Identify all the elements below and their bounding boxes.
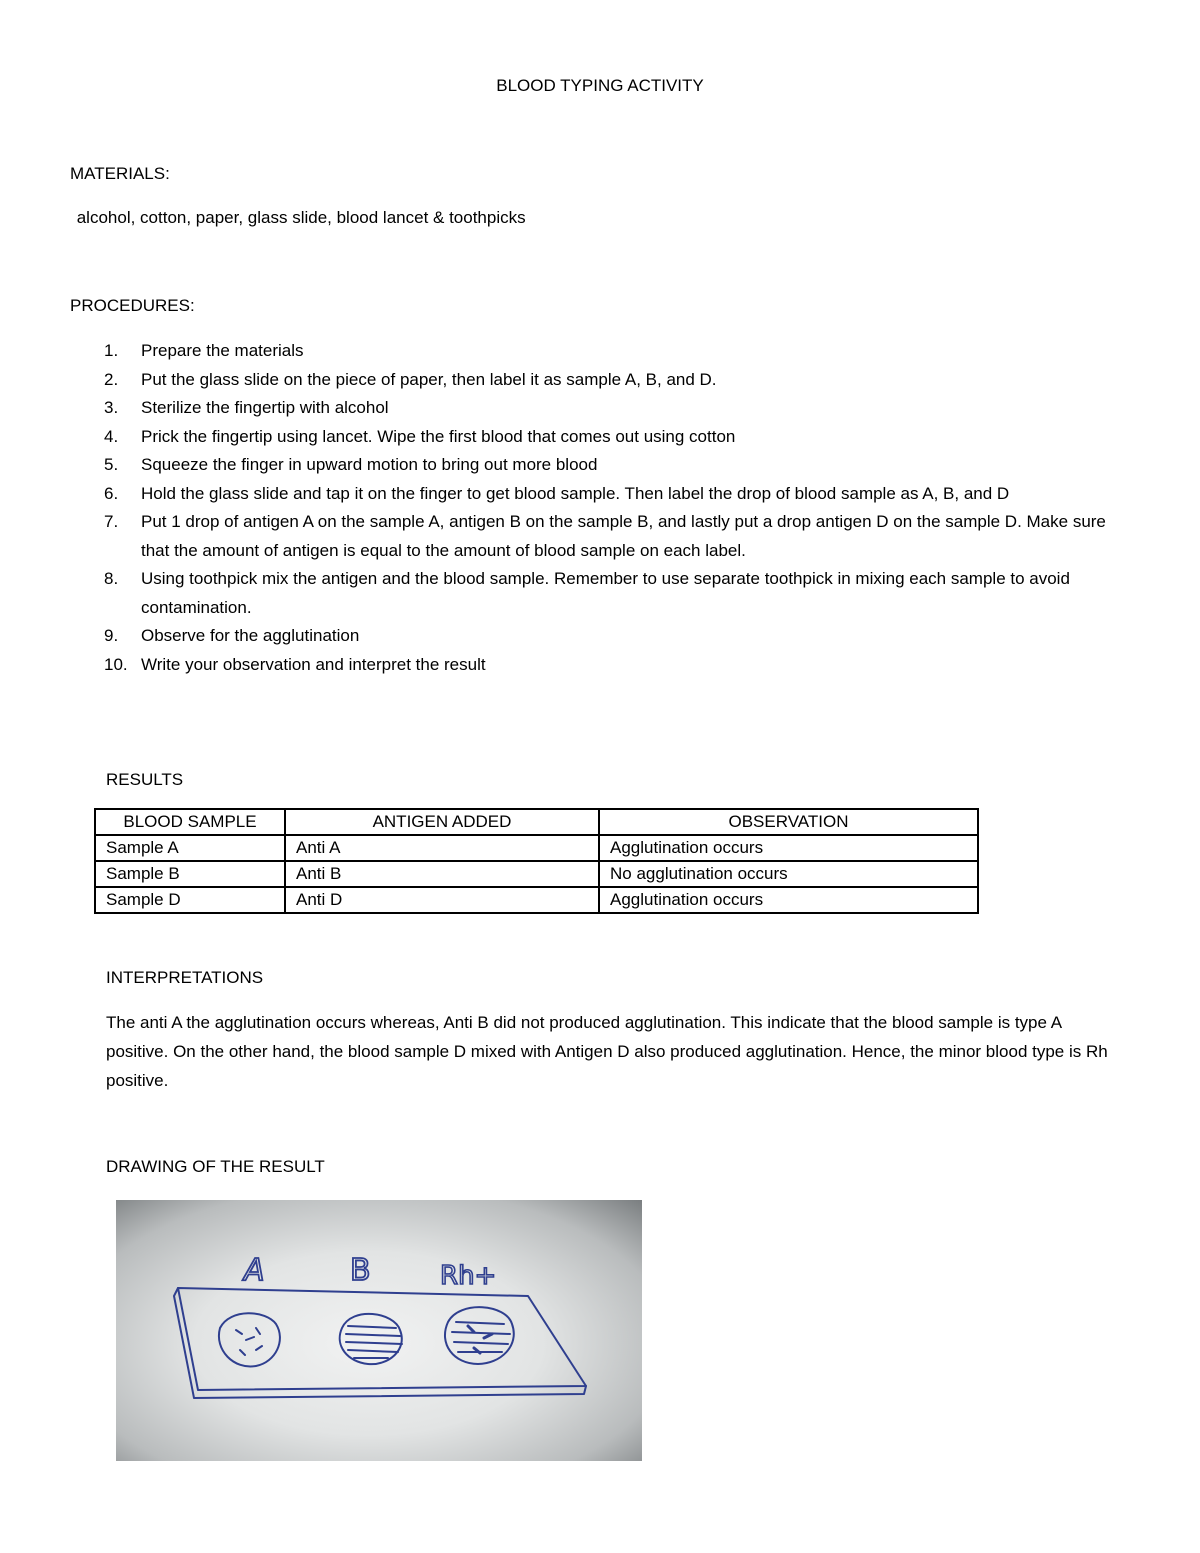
procedure-step [70, 423, 1130, 452]
step-text: Put 1 drop of antigen A on the sample A, antigen B on the sample B, and lastly put a drop antigen D on the sample D. Make sure that the amount of antigen is equal to the amount of blood sample on each label. [141, 512, 1106, 560]
step-text: Prick the fingertip using lancet. Wipe the first blood that comes out using cotton [141, 426, 736, 446]
blood-drop-a [219, 1313, 280, 1366]
column-header: OBSERVATION [599, 809, 978, 835]
label-rh: Rh+ [440, 1261, 497, 1291]
step-number: 5. [104, 455, 119, 474]
step-text: Observe for the agglutination [141, 626, 360, 645]
hatch-rh [452, 1322, 510, 1352]
table-cell: Anti A [285, 835, 599, 861]
drawing-photo [116, 1200, 642, 1461]
table-cell: Anti D [285, 887, 599, 913]
results-table [94, 808, 979, 914]
column-header: BLOOD SAMPLE [95, 809, 285, 835]
procedure-step [70, 337, 1130, 366]
table-cell: No agglutination occurs [599, 861, 978, 887]
step-text: Write your observation and interpret the result [141, 654, 486, 674]
step-number: 6. [104, 483, 119, 503]
materials-heading: MATERIALS: [70, 164, 170, 183]
step-text: Hold the glass slide and tap it on the finger to get blood sample. Then label the drop of blood sample as A, B, and D [141, 483, 1010, 503]
procedure-step [70, 451, 1130, 480]
materials-list: alcohol, cotton, paper, glass slide, blood lancet & toothpicks [72, 208, 526, 227]
procedure-list [70, 337, 1130, 679]
hatch-b [346, 1326, 402, 1358]
step-number: 1. [104, 341, 119, 360]
table-cell: Sample D [95, 887, 285, 913]
table-cell: Anti B [285, 861, 599, 887]
table-header-row [95, 809, 978, 835]
clumps-a [236, 1328, 262, 1355]
procedure-step [70, 508, 1130, 565]
step-text: Put the glass slide on the piece of paper, then label it as sample A, B, and D. [141, 369, 717, 389]
table-cell: Agglutination occurs [599, 887, 978, 913]
column-header: ANTIGEN ADDED [285, 809, 599, 835]
drawing-heading: DRAWING OF THE RESULT [106, 1157, 325, 1176]
step-number: 3. [104, 398, 119, 417]
procedure-step [70, 651, 1130, 680]
procedures-heading: PROCEDURES: [70, 296, 195, 315]
table-row [95, 887, 978, 913]
table-cell: Sample A [95, 835, 285, 861]
clumps-rh [468, 1326, 492, 1353]
step-number: 8. [104, 569, 119, 588]
procedure-step [70, 366, 1130, 395]
procedure-step [70, 565, 1130, 622]
interpretations-heading: INTERPRETATIONS [106, 968, 264, 987]
document-title: BLOOD TYPING ACTIVITY [496, 76, 704, 95]
step-text: Prepare the materials [141, 341, 304, 360]
step-number: 4. [104, 426, 119, 446]
procedure-step [70, 394, 1130, 423]
table-row [95, 835, 978, 861]
interpretations-text: The anti A the agglutination occurs whereas, Anti B did not produced agglutination. This indicate that the blood sample is type A positive. On the other hand, the blood sample D mixed with Antigen D also produced agglutination. Hence, the minor blood type is Rh positive. [106, 1013, 1108, 1090]
step-text: Squeeze the finger in upward motion to bring out more blood [141, 455, 598, 474]
slide-sketch [116, 1200, 642, 1461]
step-text: Sterilize the fingertip with alcohol [141, 398, 389, 417]
step-number: 7. [104, 512, 119, 531]
step-number: 9. [104, 626, 119, 645]
table-row [95, 861, 978, 887]
table-cell: Agglutination occurs [599, 835, 978, 861]
blood-drop-rh [445, 1307, 514, 1364]
label-b: B [350, 1253, 371, 1288]
procedure-step [70, 480, 1130, 509]
step-number: 2. [104, 369, 119, 389]
label-a: A [244, 1253, 265, 1288]
slide-outline [178, 1288, 586, 1390]
results-heading: RESULTS [106, 770, 184, 789]
procedure-step [70, 622, 1130, 651]
step-number: 10. [104, 654, 128, 674]
blood-drop-b [340, 1314, 402, 1364]
step-text: Using toothpick mix the antigen and the blood sample. Remember to use separate toothpick in mixing each sample to avoid contamination. [141, 569, 1070, 617]
table-cell: Sample B [95, 861, 285, 887]
